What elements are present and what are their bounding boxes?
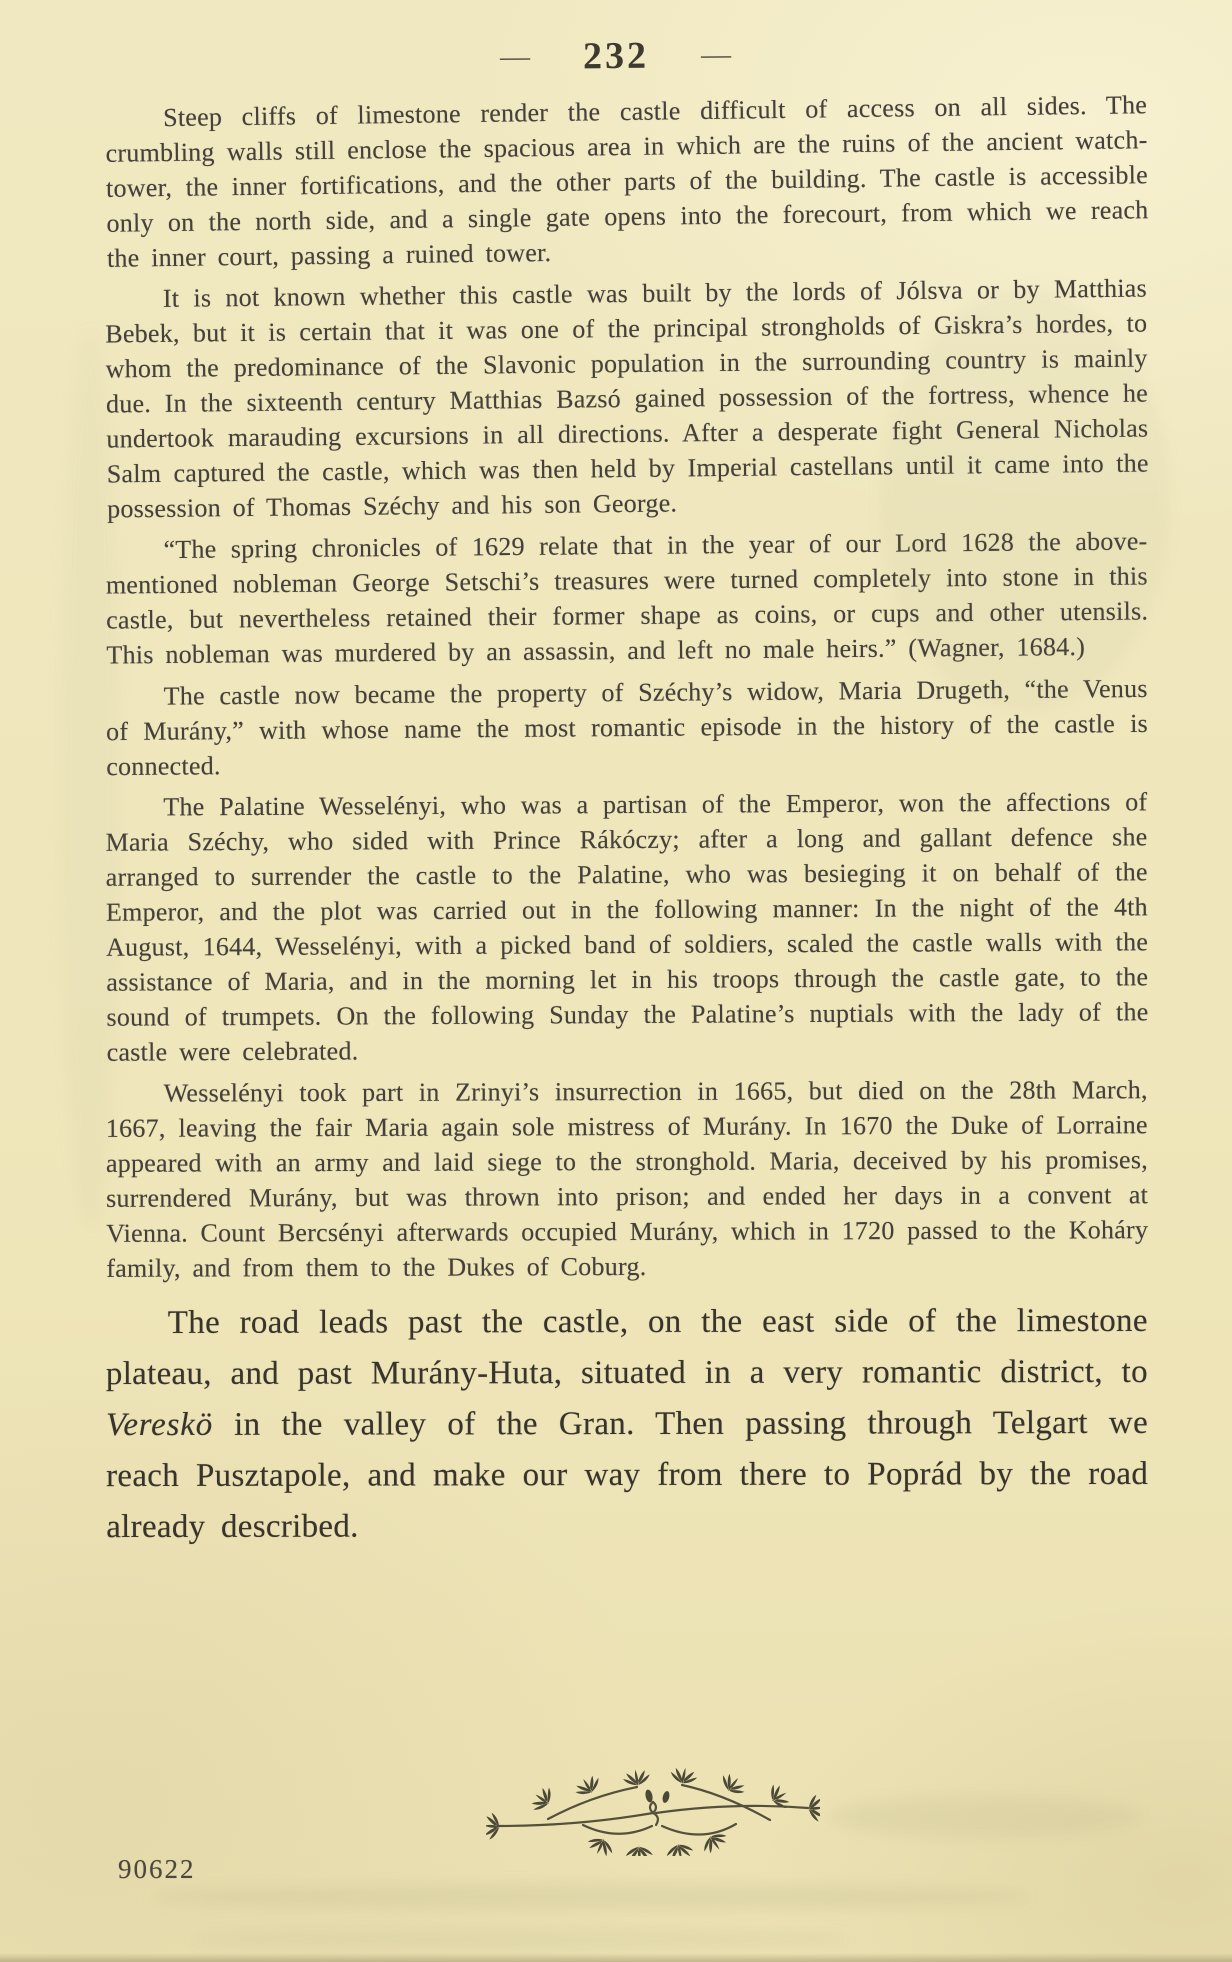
bleed-through-smudge — [830, 1796, 1140, 1838]
print-number: 90622 — [118, 1854, 196, 1884]
page-header — [96, 29, 1136, 84]
paragraph-palatine-wesselenyi: The Palatine Wesselényi, who was a partisan of the Emperor, won the affections of Maria Széchy, who sided with Prince Rákóczy; after a long and gallant defence she arranged to surrender the castle to the Palatine, who was besieging it on behalf of the Emperor, and the plot was carried out in the following manner: In the night of the 4th August, 1644, Wesselényi, with a picked band of soldiers, scaled the castle walls with the assistance of Maria, and in the morning let in his troops through the castle gate, to the sound of trumpets. On the following Sunday the Palatine’s nuptials with the lady of the castle were celebrated. — [105, 787, 1149, 1067]
paragraph-steep-cliffs: Steep cliffs of limestone render the castle difficult of access on all sides. The crumbling walls still enclose the spacious area in which are the ruins of the ancient watch-tower, the inner fortifications, and the other parts of the building. The castle is accessible only on the north side, and a single gate opens into the forecourt, from which we reach the inner court, passing a ruined tower. — [105, 90, 1149, 273]
page-number: 232 — [582, 34, 650, 78]
paragraph-spring-chronicles: “The spring chronicles of 1629 relate that in the year of our Lord 1628 the above-mentioned nobleman George Setschi’s treasures were turned completely into stone in this castle, but nevertheless retained their former shape as coins, or cups and other utensils. This nobleman was murdered by an assassin, and left no male heirs.” (Wagner, 1684.) — [105, 526, 1149, 670]
text-block — [105, 90, 1149, 1559]
paragraph-wesselenyi-death: Wesselényi took part in Zrinyi’s insurrection in 1665, but died on the 28th March, 1667, leaving the fair Maria again sole mistress of Murány. In 1670 the Duke of Lorraine appeared with an army and laid siege to the stronghold. Maria, deceived by his promises, surrendered Murány, but was thrown into prison; and ended her days in a convent at Vienna. Count Bercsényi afterwards occupied Murány, which in 1720 passed to the Koháry family, and from them to the Dukes of Coburg. — [105, 1075, 1149, 1283]
closing-paragraph — [106, 1296, 1149, 1553]
paragraph-castle-origin: It is not known whether this castle was built by the lords of Jólsva or by Matthias Bebek, but it is certain that it was one of the principal strongholds of Giskra’s hordes, to whom the predominance of the Slavonic population in the surrounding country is mainly due. In the sixteenth century Matthias Bazsó gained possession of the fortress, whence he undertook marauding excursions in all directions. After a desperate fight General Nicholas Salm captured the castle, which was then held by Imperial castellans until it came into the possession of Thomas Széchy and his son George. — [105, 273, 1149, 524]
closing-text-after: in the valley of the Gran. Then passing through Telgart we reach Pusztapole, and make our way from there to Poprád by the road already described. — [106, 1404, 1149, 1546]
paragraph-venus-of-murany: The castle now became the property of Széchy’s widow, Maria Drugeth, “the Venus of Murány,” with whose name the most romantic episode in the history of the castle is connected. — [105, 673, 1149, 782]
bleed-through-smudge — [190, 1928, 850, 1950]
header-dash-right-icon: — — [700, 37, 733, 72]
closing-italic-placename: Vereskö — [105, 1406, 214, 1444]
bleed-through-smudge — [150, 1884, 1030, 1910]
closing-text-before: The road leads past the castle, on the east side of the limestone plateau, and past Murány-Huta, situated in a very romantic district, to — [105, 1302, 1148, 1393]
floral-ornament-icon — [486, 1766, 820, 1856]
header-dash-left-icon: — — [499, 39, 532, 74]
